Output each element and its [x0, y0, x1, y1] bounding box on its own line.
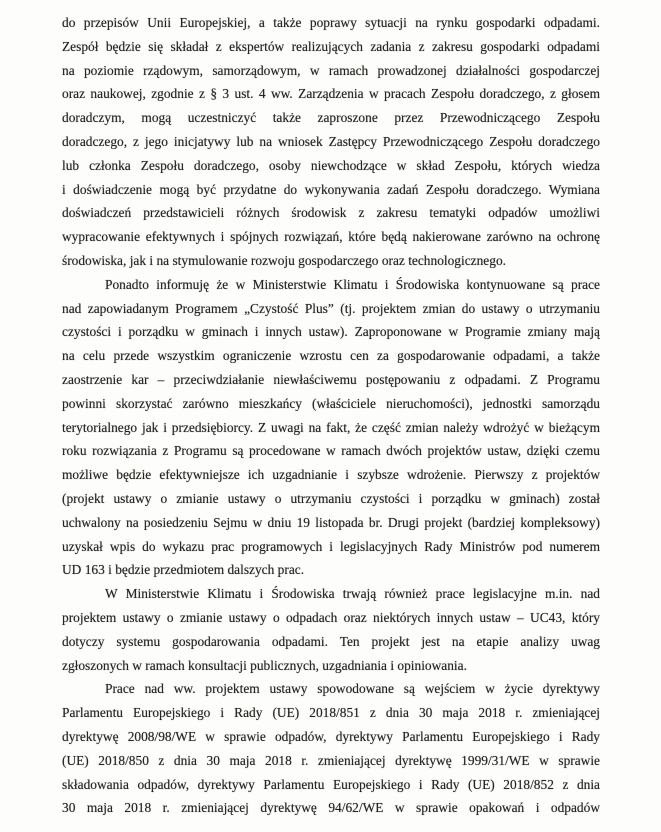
text-line: (UE) 2018/850 z dnia 30 maja 2018 r. zmieniającej dyrektywę 1999/31/WE w sprawie: [62, 752, 600, 768]
document-body: [62, 11, 600, 820]
text-line: uzyskał wpis do wykazu prac programowych i legislacyjnych Rady Ministrów pod numerem: [62, 538, 600, 554]
text-line: 30 maja 2018 r. zmieniającej dyrektywę 94/62/WE w sprawie opakowań i odpadów: [62, 800, 600, 816]
text-line: środowiska, jak i na stymulowanie rozwoju gospodarczego oraz technologicznego.: [62, 252, 506, 268]
text-line: dyrektywę 2008/98/WE w sprawie odpadów, dyrektywy Parlamentu Europejskiego i Rady: [62, 728, 600, 744]
text-line: składowania odpadów, dyrektywy Parlamentu Europejskiego i Rady (UE) 2018/852 z dnia: [62, 776, 600, 792]
text-line: Zespół będzie się składał z ekspertów realizujących zadania z zakresu gospodarki odpadami: [62, 38, 600, 54]
text-line: na poziomie rządowym, samorządowym, w ramach prowadzonej działalności gospodarczej: [62, 62, 600, 78]
text-line: Ponadto informuję że w Ministerstwie Klimatu i Środowiska kontynuowane są prace: [105, 276, 600, 292]
text-line: Parlamentu Europejskiego i Rady (UE) 2018/851 z dnia 30 maja 2018 r. zmieniającej: [62, 705, 600, 721]
text-line: możliwe będzie efektywniejsze ich uzgadnianie i szybsze wdrożenie. Pierwszy z projektów: [62, 467, 600, 483]
text-line: doświadczeń przedstawicieli różnych środowisk z zakresu tematyki odpadów umożliwi: [62, 205, 600, 221]
text-line: roku rozwiązania z Programu są procedowane w ramach dwóch projektów ustaw, dzięki czemu: [62, 443, 600, 459]
paragraph: [62, 273, 600, 582]
text-line: nad zapowiadanym Programem „Czystość Plus” (tj. projektem zmian do ustawy o utrzymaniu: [62, 300, 600, 316]
text-line: czystości i porządku w gminach i innych ustaw). Zaproponowane w Programie zmiany mają: [62, 324, 600, 340]
text-line: dotyczy systemu gospodarowania odpadami. Ten projekt jest na etapie analizy uwag: [62, 633, 600, 649]
text-line: zgłoszonych w ramach konsultacji publicznych, uzgadniania i opiniowania.: [62, 657, 467, 673]
text-line: powinni skorzystać zarówno mieszkańcy (właściciele nieruchomości), jednostki samorządu: [62, 395, 600, 411]
text-line: wypracowanie efektywnych i spójnych rozwiązań, które będą nakierowane zarówno na ochronę: [62, 229, 600, 245]
text-line: do przepisów Unii Europejskiej, a także poprawy sytuacji na rynku gospodarki odpadami.: [62, 15, 600, 30]
text-line: i doświadczenie mogą być przydatne do wykonywania zadań Zespołu doradczego. Wymiana: [62, 181, 600, 197]
text-line: (projekt ustawy o zmianie ustawy o utrzymaniu czystości i porządku w gminach) został: [62, 490, 600, 506]
paragraph: [62, 11, 600, 273]
text-line: projektem ustawy o zmianie ustawy o odpadach oraz niektórych innych ustaw – UC43, który: [62, 609, 600, 625]
text-line: oraz naukowej, zgodnie z § 3 ust. 4 ww. Zarządzenia w pracach Zespołu doradczego, z głosem: [62, 86, 600, 102]
text-line: doradczego, z jego inicjatywy lub na wniosek Zastępcy Przewodniczącego Zespołu doradczego: [62, 133, 600, 149]
text-line: lub członka Zespołu doradczego, osoby niewchodzące w skład Zespołu, których wiedza: [62, 157, 600, 173]
text-line: Prace nad ww. projektem ustawy spowodowane są wejściem w życie dyrektywy: [105, 681, 600, 697]
text-line: doradczym, mogą uczestniczyć także zaproszone przez Przewodniczącego Zespołu: [62, 110, 600, 126]
text-line: UD 163 i będzie przedmiotem dalszych prac.: [62, 562, 305, 578]
text-line: W Ministerstwie Klimatu i Środowiska trwają również prace legislacyjne m.in. nad: [105, 586, 600, 602]
paragraph: [62, 677, 600, 820]
paragraph: [62, 582, 600, 677]
text-line: na celu przede wszystkim ograniczenie wzrostu cen za gospodarowanie odpadami, a także: [62, 348, 600, 364]
text-line: zaostrzenie kar – przeciwdziałanie niewłaściwemu postępowaniu z odpadami. Z Programu: [62, 371, 600, 387]
text-line: uchwalony na posiedzeniu Sejmu w dniu 19 listopada br. Drugi projekt (bardziej kompleksowy): [62, 514, 600, 530]
text-line: terytorialnego jak i przedsiębiorcy. Z uwagi na fakt, że część zmian należy wdrożyć w bieżącym: [62, 419, 600, 435]
